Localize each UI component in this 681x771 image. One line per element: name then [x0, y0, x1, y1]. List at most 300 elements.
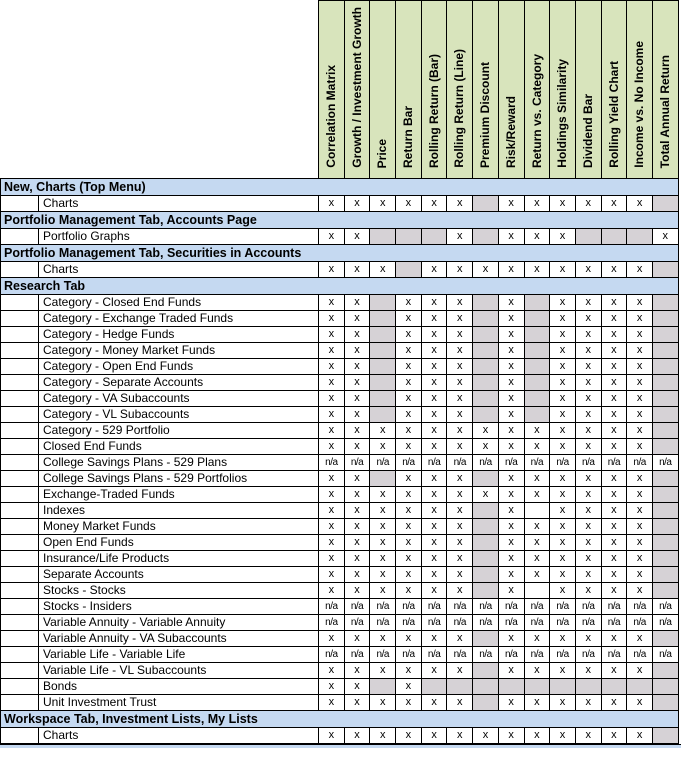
- matrix-cell-available: x: [421, 519, 447, 535]
- row-label: Charts: [39, 262, 319, 278]
- matrix-cell-available: x: [498, 327, 524, 343]
- indent-cell: [1, 439, 39, 455]
- matrix-cell-available: x: [498, 471, 524, 487]
- matrix-cell-unavailable: [550, 679, 576, 695]
- row-label: Charts: [39, 728, 319, 744]
- row-label: Insurance/Life Products: [39, 551, 319, 567]
- matrix-cell-na: n/a: [524, 599, 550, 615]
- matrix-cell-available: x: [319, 423, 345, 439]
- matrix-cell-available: x: [627, 343, 653, 359]
- row-label: Category - 529 Portfolio: [39, 423, 319, 439]
- table-row: [1, 471, 679, 487]
- matrix-cell-available: x: [447, 663, 473, 679]
- matrix-cell-available: x: [447, 375, 473, 391]
- indent-cell: [1, 503, 39, 519]
- matrix-cell-unavailable: [524, 359, 550, 375]
- matrix-cell-available: x: [319, 583, 345, 599]
- matrix-cell-na: n/a: [344, 455, 370, 471]
- matrix-cell-available: x: [498, 262, 524, 278]
- matrix-cell-na: n/a: [344, 647, 370, 663]
- section-header-row: [1, 278, 679, 295]
- matrix-cell-unavailable: [601, 229, 627, 245]
- matrix-cell-available: x: [319, 519, 345, 535]
- matrix-cell-na: n/a: [652, 455, 678, 471]
- matrix-cell-available: x: [575, 471, 601, 487]
- matrix-cell-available: x: [550, 391, 576, 407]
- matrix-cell-unavailable: [421, 679, 447, 695]
- table-row: [1, 535, 679, 551]
- matrix-cell-unavailable: [652, 583, 678, 599]
- matrix-cell-unavailable: [652, 407, 678, 423]
- matrix-cell-unavailable: [370, 343, 396, 359]
- matrix-cell-available: x: [447, 583, 473, 599]
- table-row: [1, 311, 679, 327]
- matrix-cell-na: n/a: [575, 599, 601, 615]
- matrix-cell-available: x: [601, 471, 627, 487]
- matrix-cell-available: x: [396, 311, 422, 327]
- matrix-cell-available: x: [524, 535, 550, 551]
- corner-blank-cell: [1, 1, 319, 179]
- matrix-cell-unavailable: [447, 679, 473, 695]
- matrix-cell-available: x: [550, 503, 576, 519]
- matrix-cell-unavailable: [370, 679, 396, 695]
- column-header-label: Income vs. No Income: [632, 41, 647, 168]
- matrix-cell-available: x: [319, 262, 345, 278]
- matrix-cell-unavailable: [652, 391, 678, 407]
- table-row: [1, 695, 679, 711]
- matrix-cell-available: x: [447, 519, 473, 535]
- matrix-cell-available: x: [550, 343, 576, 359]
- indent-cell: [1, 295, 39, 311]
- matrix-cell-available: x: [627, 471, 653, 487]
- matrix-cell-available: x: [601, 728, 627, 744]
- matrix-cell-available: x: [447, 343, 473, 359]
- matrix-cell-available: x: [344, 583, 370, 599]
- matrix-cell-available: x: [396, 695, 422, 711]
- matrix-cell-available: x: [524, 471, 550, 487]
- table-row: [1, 728, 679, 744]
- row-label: Closed End Funds: [39, 439, 319, 455]
- table-row: [1, 229, 679, 245]
- matrix-cell-available: x: [447, 423, 473, 439]
- matrix-cell-unavailable: [370, 471, 396, 487]
- matrix-cell-available: x: [319, 663, 345, 679]
- column-header-label: Correlation Matrix: [324, 65, 339, 168]
- indent-cell: [1, 343, 39, 359]
- table-row: [1, 647, 679, 663]
- matrix-cell-available: x: [319, 439, 345, 455]
- matrix-cell-empty: [524, 583, 550, 599]
- matrix-cell-available: x: [575, 439, 601, 455]
- next-section-edge-strip: [0, 744, 681, 748]
- matrix-cell-na: n/a: [627, 615, 653, 631]
- matrix-cell-unavailable: [652, 327, 678, 343]
- matrix-cell-na: n/a: [344, 615, 370, 631]
- matrix-cell-available: x: [344, 663, 370, 679]
- matrix-cell-available: x: [627, 439, 653, 455]
- indent-cell: [1, 551, 39, 567]
- matrix-cell-available: x: [370, 262, 396, 278]
- matrix-cell-na: n/a: [601, 599, 627, 615]
- indent-cell: [1, 375, 39, 391]
- matrix-cell-available: x: [550, 439, 576, 455]
- indent-cell: [1, 423, 39, 439]
- matrix-cell-available: x: [473, 262, 499, 278]
- matrix-cell-na: n/a: [370, 615, 396, 631]
- matrix-cell-available: x: [319, 295, 345, 311]
- section-header-title: Workspace Tab, Investment Lists, My Lists: [1, 711, 679, 728]
- matrix-cell-available: x: [550, 311, 576, 327]
- matrix-cell-unavailable: [652, 343, 678, 359]
- matrix-cell-unavailable: [473, 343, 499, 359]
- indent-cell: [1, 487, 39, 503]
- matrix-cell-available: x: [498, 295, 524, 311]
- matrix-cell-available: x: [421, 695, 447, 711]
- table-row: [1, 503, 679, 519]
- indent-cell: [1, 359, 39, 375]
- matrix-cell-available: x: [396, 407, 422, 423]
- matrix-cell-available: x: [344, 375, 370, 391]
- matrix-cell-unavailable: [370, 359, 396, 375]
- matrix-cell-available: x: [498, 695, 524, 711]
- matrix-cell-unavailable: [498, 679, 524, 695]
- row-label: Separate Accounts: [39, 567, 319, 583]
- indent-cell: [1, 391, 39, 407]
- matrix-cell-available: x: [319, 503, 345, 519]
- matrix-cell-available: x: [550, 262, 576, 278]
- matrix-cell-available: x: [498, 583, 524, 599]
- matrix-cell-available: x: [447, 359, 473, 375]
- matrix-cell-unavailable: [524, 407, 550, 423]
- row-label: Variable Life - VL Subaccounts: [39, 663, 319, 679]
- matrix-cell-available: x: [421, 407, 447, 423]
- matrix-cell-unavailable: [652, 359, 678, 375]
- matrix-cell-available: x: [627, 503, 653, 519]
- matrix-cell-available: x: [524, 695, 550, 711]
- matrix-cell-unavailable: [652, 295, 678, 311]
- matrix-cell-unavailable: [627, 229, 653, 245]
- matrix-cell-available: x: [370, 567, 396, 583]
- matrix-cell-unavailable: [524, 311, 550, 327]
- matrix-cell-available: x: [344, 229, 370, 245]
- table-row: [1, 407, 679, 423]
- matrix-cell-available: x: [396, 343, 422, 359]
- matrix-cell-available: x: [627, 535, 653, 551]
- row-label: Category - Money Market Funds: [39, 343, 319, 359]
- matrix-cell-available: x: [344, 567, 370, 583]
- matrix-cell-available: x: [601, 695, 627, 711]
- matrix-cell-available: x: [344, 535, 370, 551]
- matrix-cell-available: x: [627, 196, 653, 212]
- matrix-cell-unavailable: [396, 229, 422, 245]
- row-label: College Savings Plans - 529 Portfolios: [39, 471, 319, 487]
- matrix-cell-available: x: [627, 631, 653, 647]
- column-header: [319, 1, 345, 179]
- matrix-cell-na: n/a: [447, 615, 473, 631]
- matrix-cell-na: n/a: [652, 599, 678, 615]
- matrix-cell-available: x: [575, 295, 601, 311]
- row-label: Category - Open End Funds: [39, 359, 319, 375]
- matrix-cell-available: x: [524, 631, 550, 647]
- column-header: [447, 1, 473, 179]
- matrix-cell-unavailable: [473, 327, 499, 343]
- matrix-cell-available: x: [575, 663, 601, 679]
- matrix-cell-na: n/a: [627, 647, 653, 663]
- matrix-cell-na: n/a: [447, 647, 473, 663]
- matrix-cell-available: x: [550, 327, 576, 343]
- matrix-cell-available: x: [601, 663, 627, 679]
- row-label: Category - VL Subaccounts: [39, 407, 319, 423]
- matrix-cell-available: x: [550, 229, 576, 245]
- matrix-cell-available: x: [344, 262, 370, 278]
- matrix-cell-available: x: [627, 663, 653, 679]
- matrix-cell-available: x: [396, 535, 422, 551]
- row-label: Charts: [39, 196, 319, 212]
- matrix-cell-available: x: [575, 407, 601, 423]
- matrix-cell-available: x: [396, 471, 422, 487]
- matrix-cell-available: x: [550, 471, 576, 487]
- row-label: Portfolio Graphs: [39, 229, 319, 245]
- matrix-cell-na: n/a: [396, 599, 422, 615]
- matrix-cell-available: x: [319, 375, 345, 391]
- matrix-cell-na: n/a: [498, 455, 524, 471]
- matrix-cell-unavailable: [370, 391, 396, 407]
- matrix-cell-available: x: [575, 551, 601, 567]
- matrix-cell-available: x: [319, 631, 345, 647]
- table-row: [1, 455, 679, 471]
- matrix-cell-available: x: [447, 391, 473, 407]
- matrix-cell-unavailable: [652, 631, 678, 647]
- row-label: Category - Hedge Funds: [39, 327, 319, 343]
- matrix-cell-available: x: [550, 375, 576, 391]
- indent-cell: [1, 519, 39, 535]
- matrix-cell-available: x: [524, 663, 550, 679]
- matrix-cell-na: n/a: [652, 647, 678, 663]
- matrix-cell-unavailable: [473, 663, 499, 679]
- matrix-cell-available: x: [396, 423, 422, 439]
- matrix-cell-unavailable: [473, 631, 499, 647]
- matrix-cell-available: x: [421, 535, 447, 551]
- row-label: Category - Separate Accounts: [39, 375, 319, 391]
- column-header: [524, 1, 550, 179]
- matrix-cell-available: x: [370, 551, 396, 567]
- section-header-title: New, Charts (Top Menu): [1, 179, 679, 196]
- matrix-cell-available: x: [396, 519, 422, 535]
- section-header-row: [1, 212, 679, 229]
- matrix-cell-available: x: [421, 311, 447, 327]
- matrix-cell-available: x: [550, 728, 576, 744]
- matrix-cell-available: x: [344, 439, 370, 455]
- matrix-cell-unavailable: [473, 391, 499, 407]
- matrix-cell-available: x: [344, 311, 370, 327]
- matrix-cell-na: n/a: [575, 455, 601, 471]
- matrix-cell-available: x: [421, 487, 447, 503]
- matrix-cell-available: x: [601, 439, 627, 455]
- matrix-cell-available: x: [447, 229, 473, 245]
- matrix-cell-available: x: [344, 295, 370, 311]
- matrix-cell-available: x: [421, 551, 447, 567]
- matrix-cell-available: x: [396, 375, 422, 391]
- matrix-cell-available: x: [498, 728, 524, 744]
- matrix-cell-available: x: [421, 503, 447, 519]
- column-header: [601, 1, 627, 179]
- matrix-cell-available: x: [601, 327, 627, 343]
- matrix-cell-unavailable: [370, 407, 396, 423]
- matrix-cell-unavailable: [652, 423, 678, 439]
- matrix-cell-available: x: [396, 551, 422, 567]
- matrix-cell-available: x: [575, 583, 601, 599]
- matrix-cell-unavailable: [421, 229, 447, 245]
- matrix-cell-available: x: [344, 471, 370, 487]
- matrix-cell-available: x: [627, 695, 653, 711]
- column-header-label: Rolling Yield Chart: [606, 61, 621, 168]
- table-row: [1, 375, 679, 391]
- matrix-cell-available: x: [575, 728, 601, 744]
- matrix-cell-available: x: [396, 359, 422, 375]
- matrix-cell-available: x: [344, 728, 370, 744]
- row-label: Stocks - Stocks: [39, 583, 319, 599]
- matrix-cell-na: n/a: [601, 455, 627, 471]
- matrix-cell-available: x: [421, 583, 447, 599]
- matrix-cell-available: x: [575, 375, 601, 391]
- matrix-cell-available: x: [396, 679, 422, 695]
- matrix-cell-unavailable: [524, 327, 550, 343]
- row-label: Bonds: [39, 679, 319, 695]
- row-label: Variable Annuity - VA Subaccounts: [39, 631, 319, 647]
- matrix-cell-unavailable: [652, 375, 678, 391]
- row-label: Indexes: [39, 503, 319, 519]
- section-header-title: Research Tab: [1, 278, 679, 295]
- table-row: [1, 295, 679, 311]
- matrix-cell-available: x: [498, 631, 524, 647]
- matrix-cell-unavailable: [370, 295, 396, 311]
- section-header-title: Portfolio Management Tab, Securities in Accounts: [1, 245, 679, 262]
- matrix-cell-unavailable: [370, 311, 396, 327]
- matrix-cell-available: x: [370, 663, 396, 679]
- matrix-cell-na: n/a: [550, 615, 576, 631]
- matrix-cell-unavailable: [652, 439, 678, 455]
- matrix-cell-available: x: [319, 229, 345, 245]
- matrix-cell-available: x: [601, 519, 627, 535]
- matrix-cell-available: x: [447, 567, 473, 583]
- matrix-cell-available: x: [550, 695, 576, 711]
- matrix-cell-na: n/a: [344, 599, 370, 615]
- matrix-cell-unavailable: [652, 663, 678, 679]
- row-label: Category - VA Subaccounts: [39, 391, 319, 407]
- matrix-cell-available: x: [421, 423, 447, 439]
- matrix-cell-unavailable: [473, 229, 499, 245]
- matrix-cell-na: n/a: [575, 647, 601, 663]
- matrix-cell-available: x: [344, 407, 370, 423]
- matrix-cell-available: x: [396, 567, 422, 583]
- matrix-cell-unavailable: [652, 551, 678, 567]
- matrix-cell-available: x: [498, 311, 524, 327]
- indent-cell: [1, 196, 39, 212]
- matrix-cell-available: x: [498, 663, 524, 679]
- indent-cell: [1, 407, 39, 423]
- matrix-cell-na: n/a: [498, 615, 524, 631]
- matrix-cell-na: n/a: [524, 615, 550, 631]
- matrix-cell-available: x: [601, 487, 627, 503]
- table-row: [1, 439, 679, 455]
- matrix-cell-unavailable: [524, 375, 550, 391]
- matrix-cell-available: x: [344, 327, 370, 343]
- matrix-cell-available: x: [498, 567, 524, 583]
- matrix-cell-available: x: [575, 311, 601, 327]
- matrix-cell-available: x: [319, 487, 345, 503]
- section-header-row: [1, 711, 679, 728]
- matrix-cell-available: x: [550, 519, 576, 535]
- matrix-cell-available: x: [498, 391, 524, 407]
- matrix-cell-available: x: [601, 391, 627, 407]
- matrix-cell-available: x: [524, 728, 550, 744]
- matrix-cell-unavailable: [601, 679, 627, 695]
- matrix-cell-na: n/a: [524, 455, 550, 471]
- matrix-cell-available: x: [627, 519, 653, 535]
- matrix-cell-unavailable: [524, 343, 550, 359]
- matrix-cell-available: x: [498, 407, 524, 423]
- matrix-cell-available: x: [550, 359, 576, 375]
- matrix-cell-available: x: [627, 583, 653, 599]
- matrix-cell-na: n/a: [421, 647, 447, 663]
- matrix-cell-available: x: [370, 439, 396, 455]
- matrix-cell-available: x: [319, 679, 345, 695]
- matrix-cell-available: x: [473, 487, 499, 503]
- matrix-cell-na: n/a: [319, 615, 345, 631]
- matrix-cell-na: n/a: [396, 615, 422, 631]
- matrix-cell-available: x: [370, 519, 396, 535]
- matrix-cell-available: x: [550, 196, 576, 212]
- matrix-cell-na: n/a: [601, 647, 627, 663]
- matrix-cell-na: n/a: [396, 455, 422, 471]
- matrix-cell-available: x: [601, 407, 627, 423]
- matrix-cell-available: x: [344, 359, 370, 375]
- matrix-cell-available: x: [319, 567, 345, 583]
- matrix-cell-available: x: [447, 262, 473, 278]
- matrix-cell-available: x: [421, 663, 447, 679]
- matrix-cell-available: x: [601, 262, 627, 278]
- matrix-cell-available: x: [601, 551, 627, 567]
- matrix-cell-unavailable: [652, 471, 678, 487]
- matrix-cell-available: x: [396, 728, 422, 744]
- section-header-title: Portfolio Management Tab, Accounts Page: [1, 212, 679, 229]
- matrix-cell-empty: [524, 503, 550, 519]
- matrix-cell-available: x: [498, 196, 524, 212]
- column-header-label: Rolling Return (Bar): [426, 54, 441, 168]
- matrix-cell-available: x: [396, 487, 422, 503]
- matrix-cell-na: n/a: [370, 647, 396, 663]
- matrix-cell-na: n/a: [498, 647, 524, 663]
- indent-cell: [1, 631, 39, 647]
- matrix-cell-available: x: [575, 391, 601, 407]
- column-header: [575, 1, 601, 179]
- matrix-cell-available: x: [396, 503, 422, 519]
- matrix-cell-available: x: [550, 663, 576, 679]
- matrix-cell-available: x: [550, 551, 576, 567]
- matrix-cell-available: x: [524, 567, 550, 583]
- matrix-cell-unavailable: [652, 311, 678, 327]
- matrix-cell-available: x: [319, 535, 345, 551]
- matrix-cell-available: x: [319, 343, 345, 359]
- matrix-cell-unavailable: [370, 229, 396, 245]
- matrix-cell-available: x: [627, 728, 653, 744]
- matrix-cell-unavailable: [524, 295, 550, 311]
- matrix-cell-unavailable: [473, 567, 499, 583]
- indent-cell: [1, 567, 39, 583]
- matrix-cell-available: x: [498, 535, 524, 551]
- matrix-cell-na: n/a: [652, 615, 678, 631]
- table-row: [1, 327, 679, 343]
